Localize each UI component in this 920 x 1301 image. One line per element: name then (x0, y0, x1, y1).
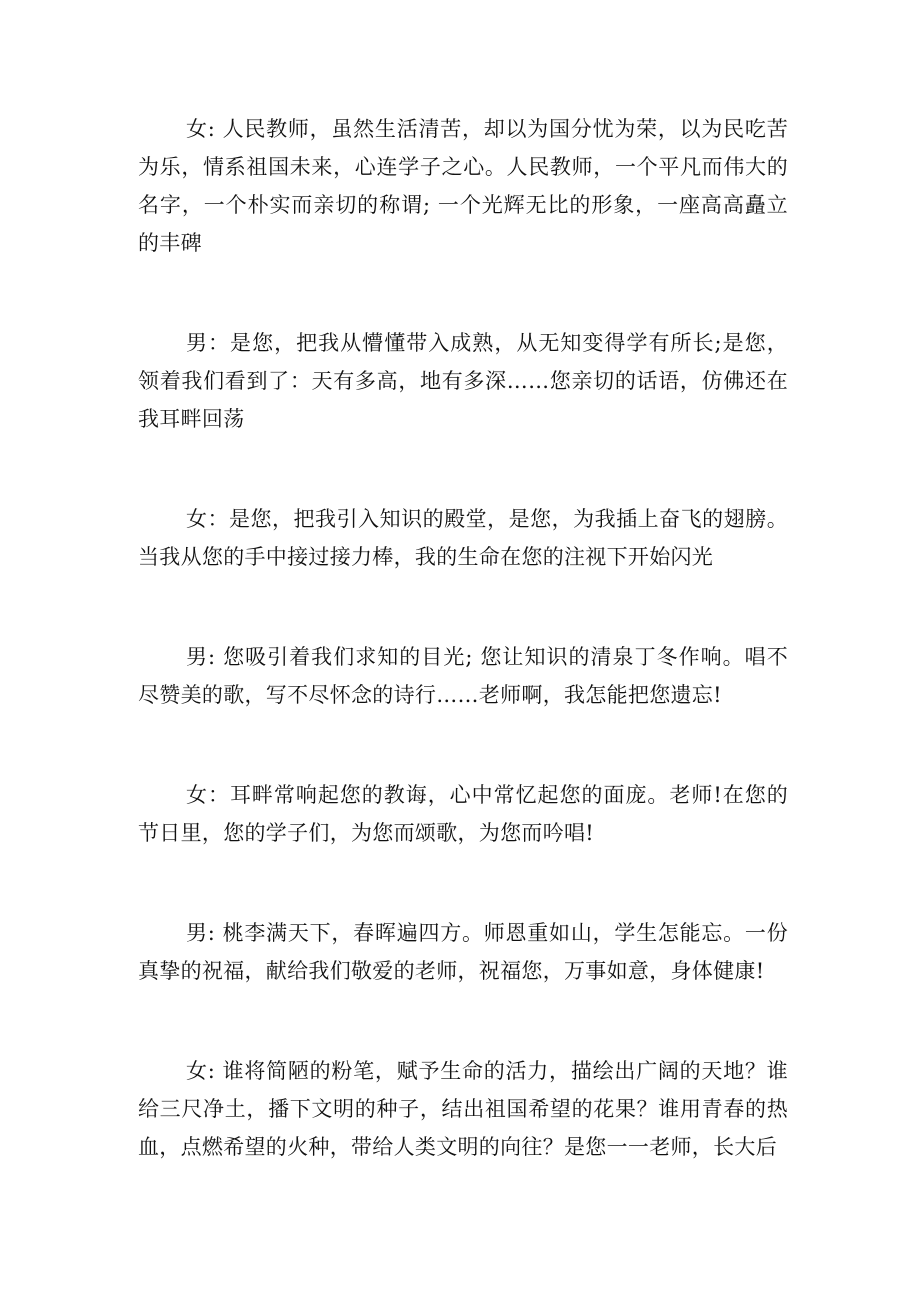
paragraph-male-3: 男: 桃李满天下，春晖遍四方。师恩重如山，学生怎能忘。一份真挚的祝福，献给我们敬爱的老师，祝福您，万事如意，身体健康! (138, 921, 788, 983)
document-body (138, 110, 788, 1166)
paragraph-female-3: 女：耳畔常响起您的教诲，心中常忆起您的面庞。老师!在您的节日里，您的学子们，为您而颂歌，为您而吟唱! (138, 783, 788, 845)
paragraph-male-2: 男: 您吸引着我们求知的目光; 您让知识的清泉丁冬作响。唱不尽赞美的歌，写不尽怀念的诗行……老师啊，我怎能把您遗忘! (138, 645, 788, 707)
paragraph-female-2: 女：是您，把我引入知识的殿堂，是您，为我插上奋飞的翅膀。当我从您的手中接过接力棒，我的生命在您的注视下开始闪光 (138, 507, 788, 569)
paragraph-male-1: 男：是您，把我从懵懂带入成熟，从无知变得学有所长;是您，领着我们看到了：天有多高，地有多深……您亲切的话语，仿佛还在我耳畔回荡 (138, 331, 788, 431)
paragraph-female-4: 女: 谁将简陋的粉笔，赋予生命的活力，描绘出广阔的天地？谁给三尺净土，播下文明的种子，结出祖国希望的花果？谁用青春的热血，点燃希望的火种，带给人类文明的向往？是您一一老师，长大后 (138, 1059, 788, 1159)
paragraph-female-1: 女: 人民教师，虽然生活清苦，却以为国分忧为荣，以为民吃苦为乐，情系祖国未来，心连学子之心。人民教师，一个平凡而伟大的名字，一个朴实而亲切的称谓; 一个光辉无比的形象，一座高高矗立的丰碑 (138, 117, 788, 255)
